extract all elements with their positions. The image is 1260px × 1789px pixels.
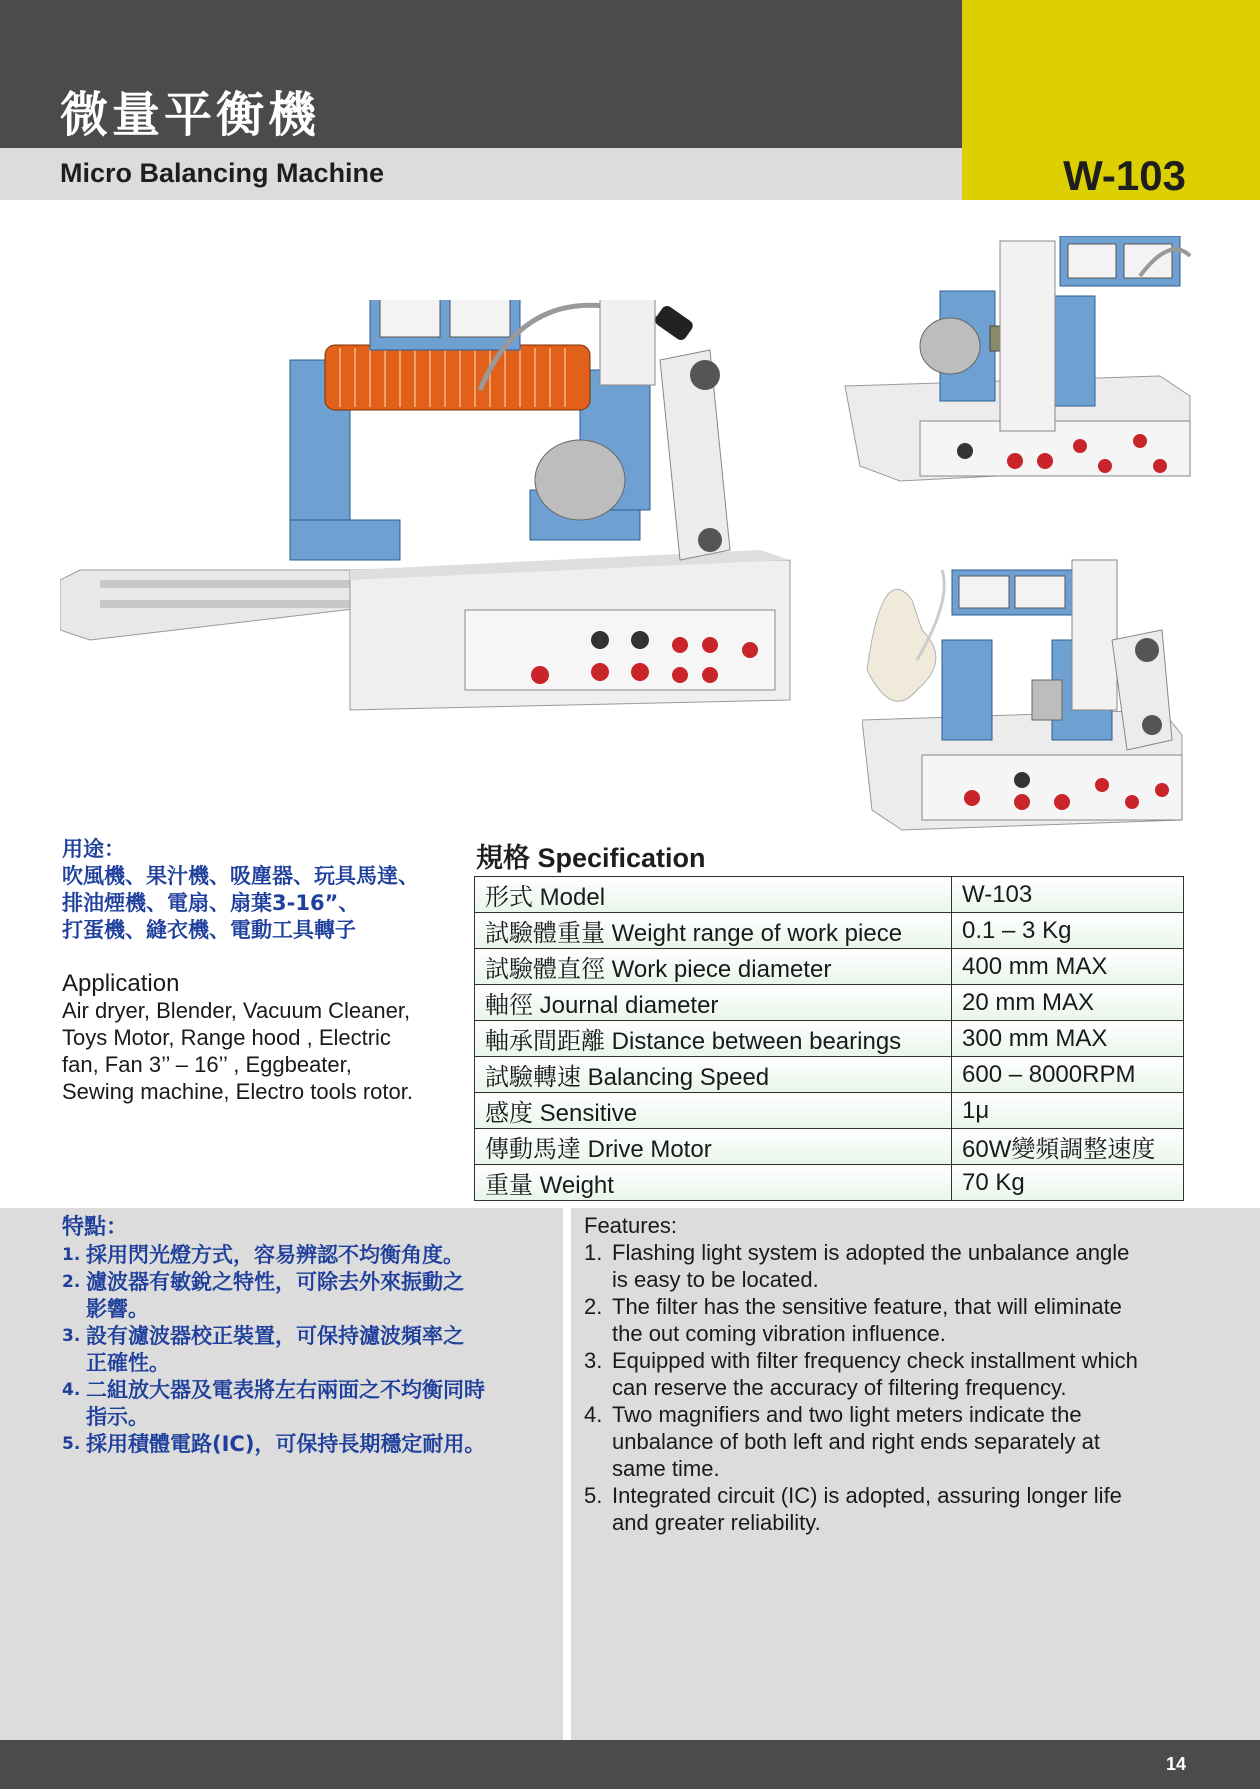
spec-table [474,876,1184,1201]
feature-number: 4. [62,1380,81,1400]
spec-value: 0.1 – 3 Kg [952,913,1184,949]
page-number: 14 [1165,1754,1186,1774]
feature-line: Flashing light system is adopted the unbalance angle [612,1240,1130,1265]
page-title-en: Micro Balancing Machine [60,158,385,188]
application-line: fan, Fan 3’’ – 16’’ , Eggbeater, [62,1052,352,1077]
application-line: Sewing machine, Electro tools rotor. [62,1079,413,1104]
usage-section [62,836,462,944]
feature-line: same time. [612,1456,720,1481]
spec-label: 感度 Sensitive [475,1093,952,1129]
features-divider [563,1208,571,1740]
feature-en-item [584,1401,1224,1482]
feature-line: 影響。 [86,1297,149,1321]
feature-line: The filter has the sensitive feature, that will eliminate [612,1294,1122,1319]
feature-number: 2. [62,1272,81,1292]
feature-line: Integrated circuit (IC) is adopted, assuring longer life [612,1483,1122,1508]
model-code: W-103 [1063,152,1186,199]
spec-label: 形式 Model [475,877,952,913]
features-zh [62,1214,542,1458]
feature-number: 3. [584,1348,603,1373]
spec-label: 軸承間距離 Distance between bearings [475,1021,952,1057]
spec-label: 重量 Weight [475,1165,952,1201]
usage-title: 用途： [62,837,125,861]
page-title-zh: 微量平衡機 [60,87,321,143]
usage-line: 排油煙機、電扇、扇葉3-16”、 [62,891,360,915]
feature-number: 1. [62,1245,81,1265]
feature-zh-item [62,1377,542,1431]
spec-label: 試驗體直徑 Work piece diameter [475,949,952,985]
spec-row [475,1057,1184,1093]
feature-line: unbalance of both left and right ends separately at [612,1429,1101,1454]
product-photo-motor-rotor [840,236,1195,546]
spec-row [475,913,1184,949]
spec-value: W-103 [952,877,1184,913]
spec-row [475,1093,1184,1129]
feature-line: Two magnifiers and two light meters indicate the [612,1402,1082,1427]
product-photo-main [60,300,820,720]
spec-value: 20 mm MAX [952,985,1184,1021]
spec-value: 400 mm MAX [952,949,1184,985]
spec-value: 1μ [952,1093,1184,1129]
spec-row [475,985,1184,1021]
feature-number: 1. [584,1240,603,1265]
feature-zh-item [62,1242,542,1269]
application-line: Toys Motor, Range hood , Electric [62,1025,391,1050]
application-line: Air dryer, Blender, Vacuum Cleaner, [62,998,411,1023]
spec-value: 60W變頻調整速度 [952,1129,1184,1165]
feature-number: 2. [584,1294,603,1319]
feature-line: Equipped with filter frequency check installment which [612,1348,1138,1373]
spec-row [475,949,1184,985]
feature-zh-item [62,1269,542,1323]
usage-line: 吹風機、果汁機、吸塵器、玩具馬達、 [62,864,419,888]
spec-title: 規格 Specification [476,843,706,873]
feature-line: 正確性。 [86,1351,170,1375]
spec-label: 試驗體重量 Weight range of work piece [475,913,952,949]
spec-row [475,1129,1184,1165]
feature-en-item [584,1482,1224,1536]
feature-line: can reserve the accuracy of filtering frequency. [612,1375,1067,1400]
feature-number: 5. [584,1483,603,1508]
feature-line: 採用積體電路(IC)，可保持長期穩定耐用。 [86,1432,486,1456]
features-en-title: Features: [584,1213,677,1238]
features-en [584,1212,1224,1536]
features-zh-title: 特點： [62,1215,129,1240]
feature-en-item [584,1347,1224,1401]
feature-number: 5. [62,1434,81,1454]
product-photo-fan-blade [862,540,1192,840]
feature-line: the out coming vibration influence. [612,1321,946,1346]
footer-bar [0,1740,1260,1789]
feature-line: 採用閃光燈方式，容易辨認不均衡角度。 [86,1243,464,1267]
feature-line: 指示。 [86,1405,149,1429]
application-title: Application [62,970,180,997]
feature-number: 4. [584,1402,603,1427]
application-section [62,970,462,1105]
feature-zh-item [62,1323,542,1377]
feature-line: and greater reliability. [612,1510,821,1535]
spec-label: 軸徑 Journal diameter [475,985,952,1021]
spec-label: 試驗轉速 Balancing Speed [475,1057,952,1093]
feature-en-item [584,1239,1224,1293]
feature-line: 二組放大器及電表將左右兩面之不均衡同時 [86,1378,485,1402]
feature-line: 設有濾波器校正裝置，可保持濾波頻率之 [86,1324,464,1348]
spec-row [475,877,1184,913]
spec-row [475,1165,1184,1201]
usage-line: 打蛋機、縫衣機、電動工具轉子 [62,918,356,942]
feature-number: 3. [62,1326,81,1346]
feature-line: is easy to be located. [612,1267,819,1292]
feature-line: 濾波器有敏銳之特性，可除去外來振動之 [86,1270,464,1294]
spec-label: 傳動馬達 Drive Motor [475,1129,952,1165]
spec-value: 300 mm MAX [952,1021,1184,1057]
spec-value: 600 – 8000RPM [952,1057,1184,1093]
feature-zh-item [62,1431,542,1458]
feature-en-item [584,1293,1224,1347]
spec-row [475,1021,1184,1057]
spec-value: 70 Kg [952,1165,1184,1201]
